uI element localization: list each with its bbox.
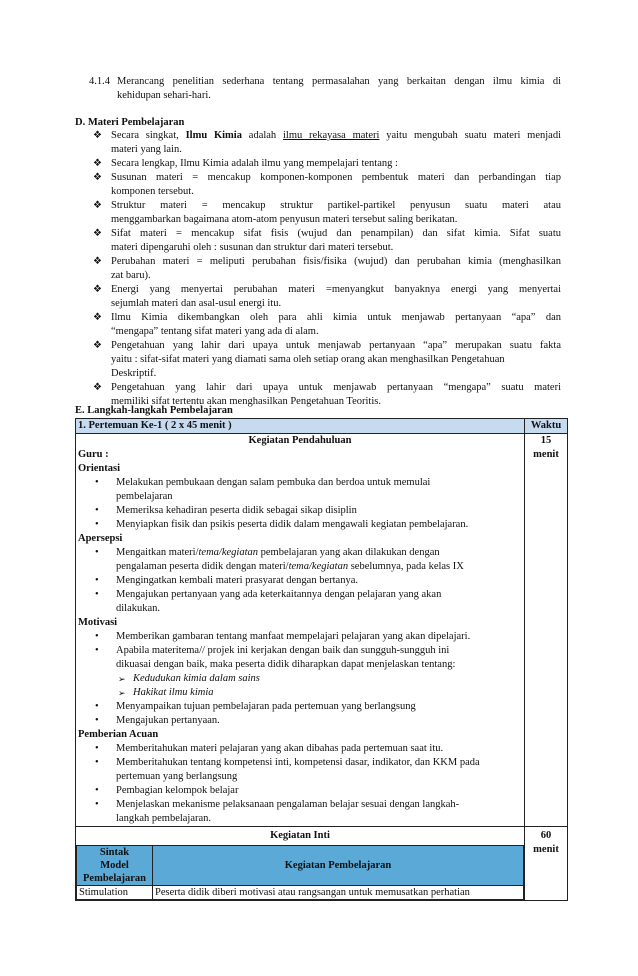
sintak-header-line-3: Pembelajaran bbox=[83, 873, 146, 884]
list-item bbox=[78, 574, 522, 588]
list-item bbox=[78, 756, 522, 784]
list-item-line bbox=[116, 574, 522, 588]
materi-item-10: Pengetahuan yang lahir dari upaya untuk menjawab pertanyaan “mengapa” suatu materi bbox=[111, 382, 561, 393]
list-item-line: Memberitahukan tentang kompetensi inti, kompetensi dasar, indikator, dan KKM pada bbox=[116, 757, 480, 768]
bullet-dot-icon: • bbox=[95, 785, 99, 796]
list-item-line: dikuasai dengan baik, maka peserta didik diharapkan dapat menjelaskan tentang: bbox=[116, 659, 456, 670]
meeting-header-row bbox=[76, 419, 568, 434]
list-item bbox=[78, 742, 522, 756]
waktu-header: Waktu bbox=[525, 419, 568, 434]
bullet-dot-icon: • bbox=[95, 519, 99, 530]
list-item bbox=[78, 700, 522, 714]
list-item-line: pembelajaran bbox=[116, 491, 173, 502]
list-item-line bbox=[116, 546, 522, 560]
materi-item-text: adalah bbox=[241, 130, 283, 141]
bullet-dot-icon: • bbox=[95, 477, 99, 488]
materi-item-7-line-2: sejumlah materi dan asal-usul energi itu. bbox=[111, 298, 282, 309]
bullet-dot-icon: • bbox=[95, 575, 99, 586]
pendahuluan-time-unit: menit bbox=[533, 449, 559, 460]
list-item-text: pengalaman peserta didik dengan materi/ bbox=[116, 561, 289, 572]
list-item-line: Pembagian kelompok belajar bbox=[116, 785, 239, 796]
intro-line-2: kehidupan sehari-hari. bbox=[117, 90, 211, 101]
list-item-line: Melakukan pembukaan dengan salam pembuka dan berdoa untuk memulai bbox=[116, 477, 431, 488]
motivasi-heading: Motivasi bbox=[78, 617, 118, 628]
materi-item-text: Secara singkat, bbox=[111, 130, 186, 141]
materi-item-3: Susunan materi = mencakup komponen-komponen pembentuk materi dan perbandingan tiap bbox=[111, 172, 561, 183]
list-item bbox=[78, 784, 522, 798]
list-item-line: Memeriksa kehadiran peserta didik sebagai sikap disiplin bbox=[116, 505, 357, 516]
list-item-line: pertemuan yang berlangsung bbox=[116, 771, 238, 782]
materi-item-9-line-2: yaitu : sifat-sifat materi yang diamati sama oleh setiap orang akan menghasilkan Pengetahuan bbox=[111, 354, 505, 365]
diamond-bullet-icon: ❖ bbox=[93, 284, 102, 295]
list-item-text: Mengingatkan kembali materi prasyarat dengan bertanya. bbox=[116, 575, 358, 586]
motivasi-list bbox=[78, 630, 522, 728]
list-item bbox=[78, 714, 522, 728]
materi-item-9: Pengetahuan yang lahir dari upaya untuk menjawab pertanyaan “apa” merupakan suatu fakta bbox=[111, 340, 561, 351]
bullet-dot-icon: • bbox=[95, 757, 99, 768]
bullet-dot-icon: • bbox=[95, 589, 99, 600]
diamond-bullet-icon: ❖ bbox=[93, 130, 102, 141]
list-item-line: Mengajukan pertanyaan. bbox=[116, 715, 220, 726]
materi-item-1 bbox=[111, 129, 561, 143]
sintak-header-line-1: Sintak bbox=[99, 847, 130, 858]
sub-list-item-text: Kedudukan kimia dalam sains bbox=[133, 673, 260, 684]
materi-item-6-line-2: zat baru). bbox=[111, 270, 151, 281]
inti-cell bbox=[76, 827, 525, 901]
list-item-italic: tema/kegiatan bbox=[288, 561, 349, 572]
materi-item-underlined: ilmu rekayasa materi bbox=[283, 130, 380, 141]
diamond-bullet-icon: ❖ bbox=[93, 158, 102, 169]
orientasi-list bbox=[78, 476, 522, 532]
bullet-dot-icon: • bbox=[95, 505, 99, 516]
diamond-bullet-icon: ❖ bbox=[93, 312, 102, 323]
materi-item-5: Sifat materi = mencakup sifat fisis (wujud dan penampilan) dan sifat kimia. Sifat suatu bbox=[111, 228, 561, 239]
bullet-dot-icon: • bbox=[95, 547, 99, 558]
arrow-bullet-icon: ➢ bbox=[118, 674, 126, 684]
acuan-list bbox=[78, 742, 522, 826]
intro-line-1: Merancang penelitian sederhana tentang permasalahan yang berkaitan dengan ilmu kimia di bbox=[117, 76, 561, 87]
inti-time-unit: menit bbox=[533, 844, 559, 855]
list-item-line bbox=[116, 602, 522, 616]
list-item-text: sebelumnya, pada kelas IX bbox=[348, 561, 464, 572]
sintak-header-line-2: Model bbox=[100, 860, 129, 871]
materi-item-4: Struktur materi = mencakup struktur partikel-partikel penyusun suatu materi atau bbox=[111, 200, 561, 211]
apersepsi-list bbox=[78, 546, 522, 616]
list-item-line: langkah pembelajaran. bbox=[116, 813, 212, 824]
stimulation-text: Peserta didik diberi motivasi atau rangsangan untuk memusatkan perhatian bbox=[153, 886, 524, 900]
list-item bbox=[78, 588, 522, 616]
arrow-bullet-icon: ➢ bbox=[118, 688, 126, 698]
kegiatan-header: Kegiatan Pembelajaran bbox=[153, 846, 524, 886]
inti-syntax-header bbox=[77, 846, 524, 886]
section-e-heading: E. Langkah-langkah Pembelajaran bbox=[75, 405, 233, 416]
inti-syntax-table bbox=[76, 845, 524, 900]
list-item bbox=[78, 546, 522, 574]
diamond-bullet-icon: ❖ bbox=[93, 200, 102, 211]
orientasi-heading: Orientasi bbox=[78, 463, 120, 474]
diamond-bullet-icon: ❖ bbox=[93, 256, 102, 267]
materi-item-3-line-2: komponen tersebut. bbox=[111, 186, 194, 197]
diamond-bullet-icon: ❖ bbox=[93, 340, 102, 351]
lesson-steps-table bbox=[75, 418, 568, 901]
sub-list-item-text: Hakikat ilmu kimia bbox=[133, 687, 214, 698]
pendahuluan-time bbox=[525, 434, 568, 827]
diamond-bullet-icon: ❖ bbox=[93, 172, 102, 183]
list-item-text: Mengaitkan materi/ bbox=[116, 547, 199, 558]
intro-number: 4.1.4 bbox=[89, 76, 110, 87]
guru-label: Guru : bbox=[78, 449, 109, 460]
materi-item-text: yaitu mengubah suatu materi menjadi bbox=[379, 130, 562, 141]
materi-item-7: Energi yang menyertai perubahan materi =menyangkut banyaknya energi yang menyertai bbox=[111, 284, 561, 295]
materi-item-9-line-3: Deskriptif. bbox=[111, 368, 157, 379]
list-item-line: Memberitahukan materi pelajaran yang akan dibahas pada pertemuan saat itu. bbox=[116, 743, 444, 754]
list-item-line: Memberikan gambaran tentang manfaat mempelajari pelajaran yang akan dipelajari. bbox=[116, 631, 471, 642]
bullet-dot-icon: • bbox=[95, 743, 99, 754]
list-item bbox=[78, 630, 522, 644]
bullet-dot-icon: • bbox=[95, 715, 99, 726]
list-item-line bbox=[116, 560, 522, 574]
list-item-text: dilakukan. bbox=[116, 603, 161, 614]
materi-item-8: Ilmu Kimia dikembangkan oleh para ahli kimia untuk menjawab pertanyaan “apa” dan bbox=[111, 312, 561, 323]
list-item bbox=[78, 644, 522, 672]
stimulation-syntax: Stimulation bbox=[77, 886, 153, 900]
materi-item-8-line-2: “mengapa” tentang sifat materi yang ada di alam. bbox=[111, 326, 319, 337]
materi-item-10-line-2: memiliki sifat tertentu akan menghasilkan Pengetahuan Teoritis. bbox=[111, 396, 381, 407]
pendahuluan-title: Kegiatan Pendahuluan bbox=[248, 435, 352, 446]
section-d-heading: D. Materi Pembelajaran bbox=[75, 117, 185, 128]
inti-row bbox=[76, 827, 568, 901]
apersepsi-heading: Apersepsi bbox=[78, 533, 123, 544]
list-item bbox=[78, 476, 522, 504]
inti-title: Kegiatan Inti bbox=[270, 830, 330, 841]
materi-item-2: Secara lengkap, Ilmu Kimia adalah ilmu yang mempelajari tentang : bbox=[111, 158, 398, 169]
list-item-line: Menyampaikan tujuan pembelajaran pada pertemuan yang berlangsung bbox=[116, 701, 416, 712]
list-item bbox=[78, 798, 522, 826]
materi-item-1-line-2: materi yang lain. bbox=[111, 144, 182, 155]
diamond-bullet-icon: ❖ bbox=[93, 228, 102, 239]
list-item-line bbox=[116, 588, 522, 602]
inti-time bbox=[525, 827, 568, 901]
inti-time-value: 60 bbox=[540, 830, 552, 841]
materi-item-4-line-2: menggambarkan bagaimana atom-atom penyusun materi tersebut saling berikatan. bbox=[111, 214, 458, 225]
list-item bbox=[78, 518, 522, 532]
bullet-dot-icon: • bbox=[95, 799, 99, 810]
sub-list-item bbox=[78, 672, 522, 686]
list-item-line: Menjelaskan mekanisme pelaksanaan pengalaman belajar sesuai dengan langkah- bbox=[116, 799, 460, 810]
pendahuluan-time-value: 15 bbox=[540, 435, 552, 446]
pendahuluan-cell bbox=[76, 434, 525, 827]
meeting-title: 1. Pertemuan Ke-1 ( 2 x 45 menit ) bbox=[76, 419, 525, 434]
bullet-dot-icon: • bbox=[95, 701, 99, 712]
sintak-header bbox=[77, 846, 153, 886]
list-item-text: pembelajaran yang akan dilakukan dengan bbox=[258, 547, 440, 558]
diamond-bullet-icon: ❖ bbox=[93, 382, 102, 393]
list-item-text: Mengajukan pertanyaan yang ada keterkaitannya dengan pelajaran yang akan bbox=[116, 589, 442, 600]
bullet-dot-icon: • bbox=[95, 631, 99, 642]
sub-list-item bbox=[78, 686, 522, 700]
list-item-line: Menyiapkan fisik dan psikis peserta didik dalam mengawali kegiatan pembelajaran. bbox=[116, 519, 469, 530]
materi-item-bold: Ilmu Kimia bbox=[185, 130, 242, 141]
list-item-italic: tema/kegiatan bbox=[198, 547, 258, 558]
pendahuluan-row bbox=[76, 434, 568, 827]
stimulation-row bbox=[77, 886, 524, 900]
materi-item-6: Perubahan materi = meliputi perubahan fisis/fisika (wujud) dan perubahan kimia (menghasilkan bbox=[111, 256, 561, 267]
acuan-heading: Pemberian Acuan bbox=[78, 729, 159, 740]
materi-item-5-line-2: materi dipengaruhi oleh : susunan dan struktur dari materi tersebut. bbox=[111, 242, 394, 253]
bullet-dot-icon: • bbox=[95, 645, 99, 656]
list-item bbox=[78, 504, 522, 518]
list-item-line: Apabila materitema// projek ini kerjakan dengan baik dan sungguh-sungguh ini bbox=[116, 645, 450, 656]
